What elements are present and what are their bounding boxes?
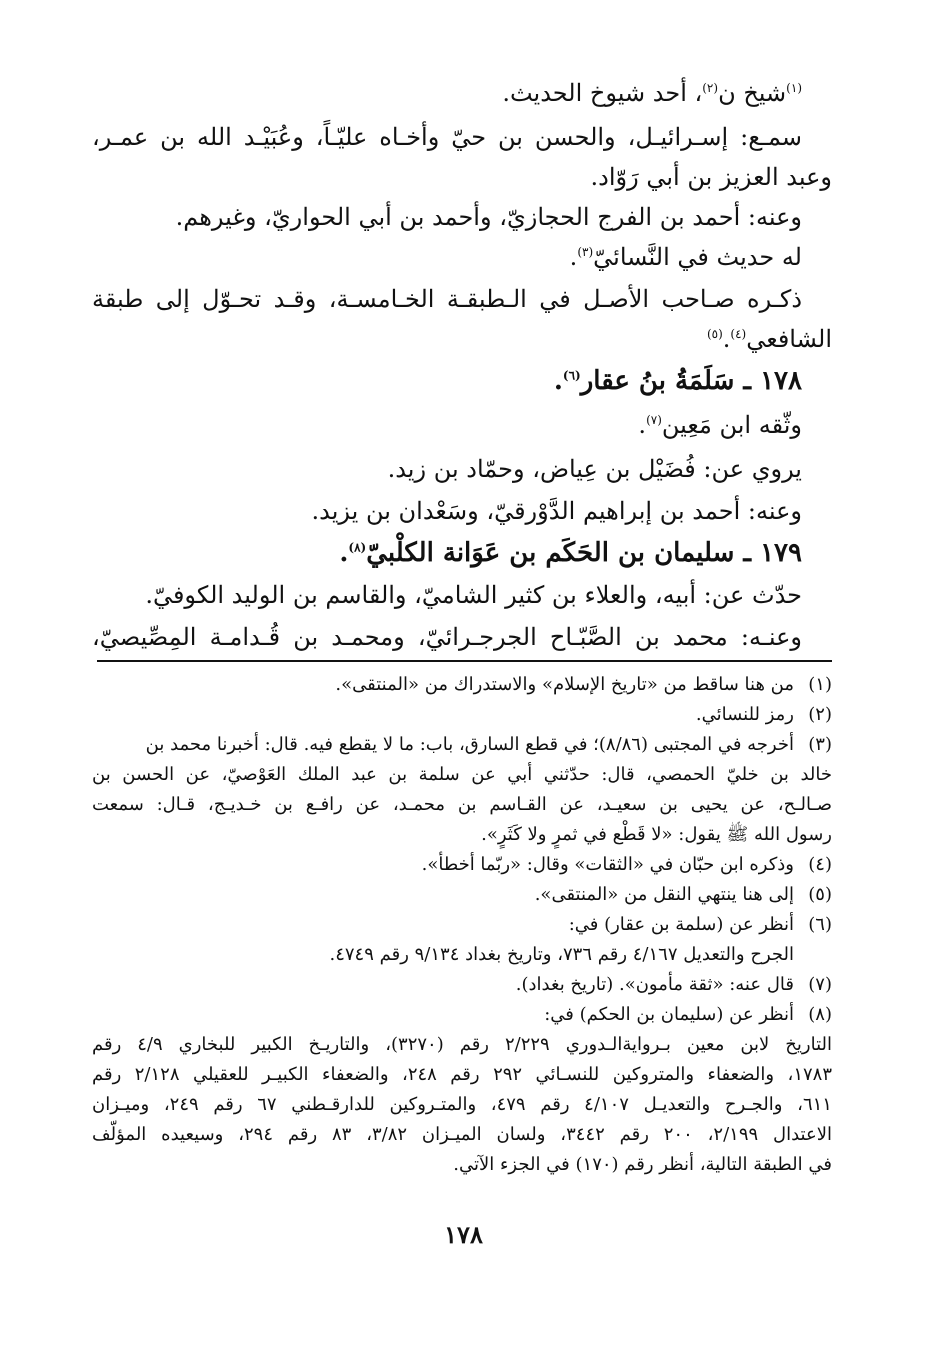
footnote-5 [92,882,832,908]
footnote-ref-7: (٧) [646,413,662,427]
footnote-number: (٥) [808,884,832,905]
footnote-ref-2: (٢) [702,81,719,95]
footnote-number: (٦) [808,914,832,935]
footnote-number: (٤) [808,854,832,875]
footnote-ref-5: (٥) [706,327,723,341]
body-line-2: سمـع: إسـرائيـل، والحسن بن حيّ وأخـاه عليّـاً، وعُبَيْـد الله بن عمـر، [92,123,802,151]
body-line-7 [92,322,832,356]
footnote-number: (٢) [808,704,832,725]
entry-heading-179 [92,536,802,570]
text: ١٧٨ ـ سَلَمَةُ بنُ عقار [580,366,802,396]
text: الشافعي [746,325,832,353]
footnote-text: أنظر عن (سليمان بن الحكم) في: [544,1004,794,1025]
footnote-text: رمز للنسائي. [695,704,794,725]
text: شيخ ن [718,79,787,107]
footnote-8-line-5: الاعتدال ٢/١٩٩، ٢٠٠ رقم ٣٤٤٢، ولسان الميـزان ٣/٨٢، ٨٣ رقم ٢٩٤، وسيعيده المؤلّف [92,1124,832,1145]
body-line-11: وعنه: أحمد بن إبراهيم الدَّوْرقيّ، وسَعْدان بن يزيد. [311,497,802,525]
footnote-4 [92,852,832,878]
footnote-ref-8: (٨) [348,540,367,555]
footnote-8-line-2: التاريخ لابن معين بـروايةالـدوري ٢/٢٢٩ رقم (٣٢٧٠)، والتاريـخ الكبير للبخاري ٤/٩ رقم [92,1034,833,1055]
footnote-3-line-4: رسول الله ﷺ يقول: «لا قَطْع في ثمرٍ ولا كَثَرٍ». [481,824,832,845]
body-line-4: وعنه: أحمد بن الفرج الحجازيّ، وأحمد بن أبي الحواريّ، وغيرهم. [175,203,802,231]
body-line-9 [92,408,802,442]
body-line-10: يروي عن: فُضَيْل بن عِياض، وحمّاد بن زيد. [387,455,802,483]
footnote-3-line-3: صـالـح، عن يحيى بن سعيـد، عن القـاسم بن محمـد، عن رافـع بن خـديـج، قـال: سمعت [92,794,832,815]
footnote-number: (٨) [808,1004,832,1025]
footnote-8-line-3: ١٧٨٣، والضعفاء والمتروكين للنسـائي ٢٩٢ رقم ٢٤٨، والضعفاء الكبيـر للعقيلي ٢/١٢٨ رقم [92,1064,832,1085]
footnote-text: قال عنه: «ثقة مأمون». (تاريخ بغداد). [515,974,794,995]
body-line-1 [92,76,802,110]
text: . [339,538,349,568]
text: . [553,366,563,396]
footnote-6 [92,912,832,938]
footnote-8-line-4: ٦١١، والجـرح والتعديـل ٤/١٠٧ رقم ٤٧٩، والمتـروكين للدارقـطني ٦٧ رقم ٢٤٩، وميـزان [92,1094,832,1115]
page-number: ١٧٨ [444,1220,483,1249]
footnote-separator [97,660,832,662]
footnote-ref-1: (١) [786,81,802,95]
body-line-14: وعنـه: محمد بن الصَّبّـاح الجرجـرائيّ، ومحمـد بن قُـدامـة المِصِّيصيّ، [92,623,802,651]
text: ١٧٩ ـ سليمان بن الحَكَم بن عَوَانة الكلْبيّ [366,538,802,568]
body-line-3: وعبد العزيز بن أبي رَوّاد. [590,163,832,191]
footnote-text: وذكره ابن حبّان في «الثقات» وقال: «ربّما أخطأ». [421,854,794,875]
text: . [569,243,578,271]
text: له حديث في النَّسائيّ [593,243,802,271]
footnote-ref-4: (٤) [730,327,747,341]
footnote-ref-3: (٣) [577,245,594,259]
text: ، أحد شيوخ الحديث. [502,79,703,107]
footnote-text: إلى هنا ينتهي النقل من «المنتقى». [534,884,794,905]
body-line-5 [92,240,802,274]
footnote-6-line-2: الجرح والتعديل ٤/١٦٧ رقم ٧٣٦، وتاريخ بغداد ٩/١٣٤ رقم ٤٧٤٩. [329,944,794,965]
footnote-8 [92,1002,832,1028]
footnote-3 [92,732,832,758]
footnote-number: (٣) [808,734,832,755]
footnote-7 [92,972,832,998]
footnote-3-line-2: خالد بن خليّ الحمصي، قال: حدّثني أبي عن سلمة بن عبد الملك العَوْصيّ، عن الحسن بن [92,764,832,785]
text: وثّقه ابن مَعِين [661,411,802,439]
entry-heading-178 [92,364,802,398]
text: . [722,325,731,353]
footnote-number: (١) [808,674,832,695]
footnote-text: من هنا ساقط من «تاريخ الإسلام» والاستدراك من «المنتقى». [335,674,794,695]
footnote-2 [92,702,832,728]
footnote-text: أنظر عن (سلمة بن عقار) في: [568,914,794,935]
body-line-6: ذكـره صـاحب الأصـل في الـطبقـة الخـامسـة، وقـد تحـوّل إلى طبقة [92,285,803,313]
footnote-8-line-6: في الطبقة التالية، أنظر رقم (١٧٠) في الجزء الآتي. [453,1154,832,1175]
text: . [638,411,647,439]
body-line-13: حدّث عن: أبيه، والعلاء بن كثير الشاميّ، والقاسم بن الوليد الكوفيّ. [145,581,802,609]
footnote-text: أخرجه في المجتبى (٨/٨٦)؛ في قطع السارق، باب: ما لا يقطع فيه. قال: أخبرنا محمد بن [145,734,794,755]
footnote-ref-6: (٦) [562,368,581,383]
footnote-number: (٧) [808,974,832,995]
footnote-1 [92,672,832,698]
